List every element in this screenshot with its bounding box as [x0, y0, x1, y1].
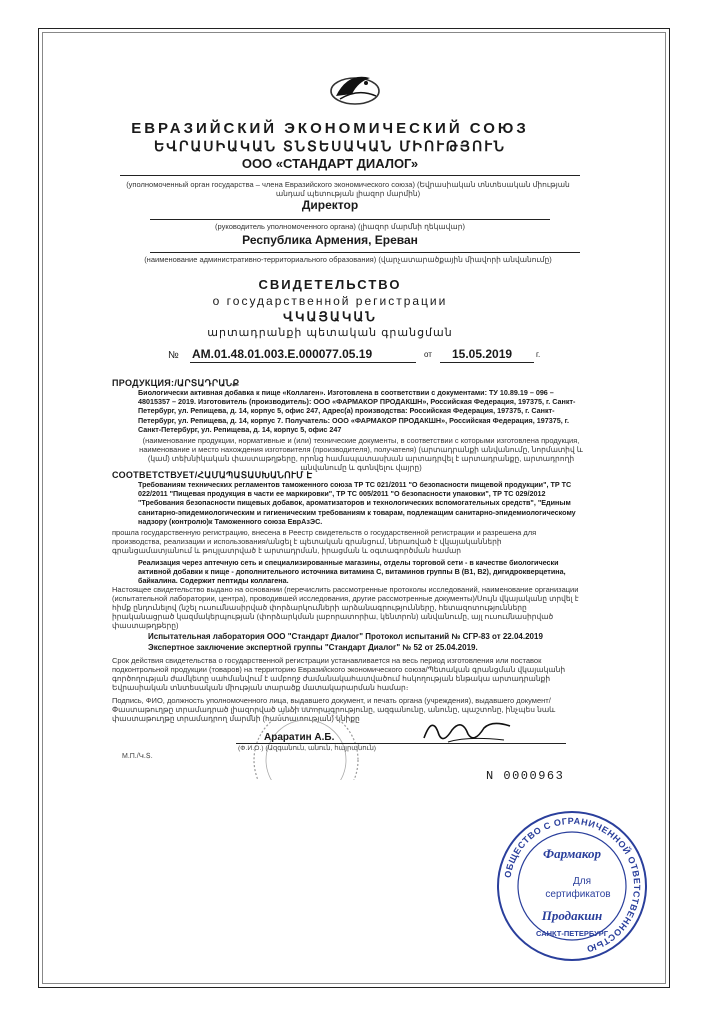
stamp-middle1-text: Для — [572, 876, 592, 887]
certificate-date: 15.05.2019 — [452, 347, 513, 361]
basis-text: Настоящее свидетельство выдано на основании (перечислить рассмотренные протоколы исследований, наименование организации (испытательной лаборатории, центра), проводившей исследования, другие рассмотренные документы)/Սույն վկայականը տրվել է հիմք ընդունելով (նշել ուսումնասիրված փորձարկումների արձանագրությունները, հետազոտությունները իրականացրած կազմակերպության (փորձարկման լաբորատորիա, կենտրոն) անվանումը, այլ ուսումնասիրված փաստաթղթերը) — [112, 585, 579, 630]
conformity-text: Требованиям технических регламентов таможенного союза ТР ТС 021/2011 "О безопасности пищевой продукции", ТР ТС 022/2011 "Пищевая продукция в части ее маркировки", ТР ТС 005/2011 "О безопасности упаковки", ТР ТС 029/2012 "Требования безопасности пищевых добавок, ароматизаторов и технологических вспомогательных средств", "Единым санитарно-эпидемиологическим и гигиеническим требованиям к товарам, подлежащим санитарно-эпидемиологическому надзору (контролю)к Таможенного союза ЕврАзЭС. — [138, 480, 576, 526]
emblem-icon — [318, 66, 392, 116]
organization-name: ООО «СТАНДАРТ ДИАЛОГ» — [241, 156, 419, 171]
stamp-ring-text: ОБЩЕСТВО С ОГРАНИЧЕННОЙ ОТВЕТСТВЕННОСТЬЮ — [502, 815, 643, 955]
divider — [440, 362, 534, 363]
union-name-am: ԵՎՐԱՍԻԱԿԱՆ ՏՆՏԵՍԱԿԱՆ ՄԻՈՒԹՅՈՒՆ — [154, 138, 506, 154]
certificate-number: AM.01.48.01.003.E.000077.05.19 — [192, 347, 373, 361]
product-heading: ПРОДУКЦИЯ:/ԱՐՏԱԴՐԱՆՔ — [112, 378, 240, 388]
year-suffix: г. — [536, 350, 541, 359]
stamp-city-text: САНКТ-ПЕТЕРБУРГ — [535, 929, 609, 938]
director-title: Директор — [301, 198, 359, 212]
organization-caption: (уполномоченный орган государства – члена Евразийского экономического союза) (Եվրասիական տնտեսական միության անդամ պետության լիազոր մարմին) — [126, 180, 570, 198]
divider — [150, 252, 580, 253]
stamp-bottom-text: Продакшн — [541, 908, 603, 923]
certificate-title-am: ՎԿԱՅԱԿԱՆ — [283, 309, 377, 324]
fio-caption: (Ф.И.О.) (Ազգանուն, անուն, հայրանուն) — [238, 745, 377, 752]
conformity-heading: СООТВЕТСТВУЕТ/ՀԱՄԱՊԱՏԱՍԽԱՆՈՒՄ Է — [112, 470, 313, 480]
expert-conclusion: Экспертное заключение экспертной группы "Стандарт Диалог" № 52 от 25.04.2019. — [148, 643, 478, 652]
lab-protocol: Испытательная лаборатория ООО "Стандарт Диалог" Протокол испытаний № СГР-83 от 22.04.2019 — [148, 632, 543, 641]
director-caption: (руководитель уполномоченного органа) (լիազոր մարմնի ղեկավար) — [215, 222, 465, 231]
signer-name: Араратин А.Б. — [264, 732, 335, 743]
divider — [190, 362, 416, 363]
conformity-caption: прошла государственную регистрацию, внесена в Реестр свидетельств о государственной регистрации и разрешена для производства, реализации и использования/անցել է պետական գրանցում, ներառված է վկայականների գրանցամատյանում և թույլատրված է արտադրման, իրացման և օգտագործման համար — [112, 528, 537, 555]
signature-icon — [418, 712, 518, 752]
stamp-place-label: М.П./Կ.Տ. — [122, 753, 153, 760]
stamp-middle2-text: сертификатов — [545, 889, 611, 900]
number-label: № — [168, 350, 179, 361]
union-name-ru: ЕВРАЗИЙСКИЙ ЭКОНОМИЧЕСКИЙ СОЮЗ — [131, 120, 529, 137]
stamp-top-text: Фармакор — [543, 846, 601, 861]
certificate-title-ru: СВИДЕТЕЛЬСТВО — [258, 277, 402, 292]
company-stamp-icon — [494, 808, 650, 964]
place-caption: (наименование административно-территориального образования) (վարչատարածքային միավորի անվանումը) — [144, 255, 552, 264]
certificate-subtitle-am: արտադրանքի պետական գրանցման — [207, 327, 453, 339]
place-name: Республика Армения, Ереван — [242, 233, 418, 247]
certificate-subtitle-ru: о государственной регистрации — [212, 294, 448, 308]
product-caption: (наименование продукции, нормативные и (или) технические документы, в соответствии с которыми изготовлена продукция, наименование и место нахождения изготовителя (производителя), получателя) (արտադրանքի անվանումը, նորմատիվ և (կամ) տեխնիկական փաստաթղթերը, որոնց համապատասխան արտադրվել է արտադրանքը, արտադրողի անվանումը և գտնվելու վայրը) — [139, 436, 583, 472]
divider — [120, 175, 580, 176]
from-label: от — [424, 350, 432, 359]
divider — [150, 219, 550, 220]
product-text: Биологически активная добавка к пище «Коллаген». Изготовлена в соответствии с документами: ТУ 10.89.19 – 096 – 48015357 – 2019. Изготовитель (производитель): ООО «ФАРМАКОР ПРОДАКШН», Российская Федерация, 197375, г. Санкт-Петербург, ул. Репищева, д. 14, корпус 5, офис 247, Адрес(а) производства: Российская Федерация, 197375, г. Санкт-Петербург, ул. Репищева, д. 14, корпус 7. Получатель: ООО «ФАРМАКОР ПРОДАКШН», Российская Федерация, 197375, г. Санкт-Петербург, ул. Репищева, д. 14, корпус 5, офис 247 — [138, 388, 576, 434]
usage-text: Реализация через аптечную сеть и специализированные магазины, отделы торговой сети - в качестве биологически активной добавки к пище - дополнительного источника витамина С, витаминов группы В (В1, В2), дигидрокверцетина, байкалина. Содержит пептиды коллагена. — [138, 558, 566, 586]
validity-text: Срок действия свидетельства о государственной регистрации устанавливается на весь период изготовления или поставок подконтрольной продукции (товаров) на территорию Евразийского экономического союза/Պետական գրանցման վկայականի գործողության ժամկետը սահմանվում է ամբողջ ժամանակահատվածում հսկողության ենթակա արտադրանքի Եվրասիական տնտեսական միության տարածք մատակարարման համար։ — [112, 656, 566, 692]
serial-number: N 0000963 — [486, 769, 565, 783]
signature-label: Подпись, ФИО, должность уполномоченного лица, выдавшего документ, и печать органа (учреждения), выдавшего документ/Փաստաթուղթը տրամադրած լիազորված անձի ստորագրությունը, ազգանունը, անունը, պաշտոնը, ինչպես նաև փաստաթուղթը տրամադրող մարմնի (հաստատության) կնիքը — [112, 696, 556, 723]
